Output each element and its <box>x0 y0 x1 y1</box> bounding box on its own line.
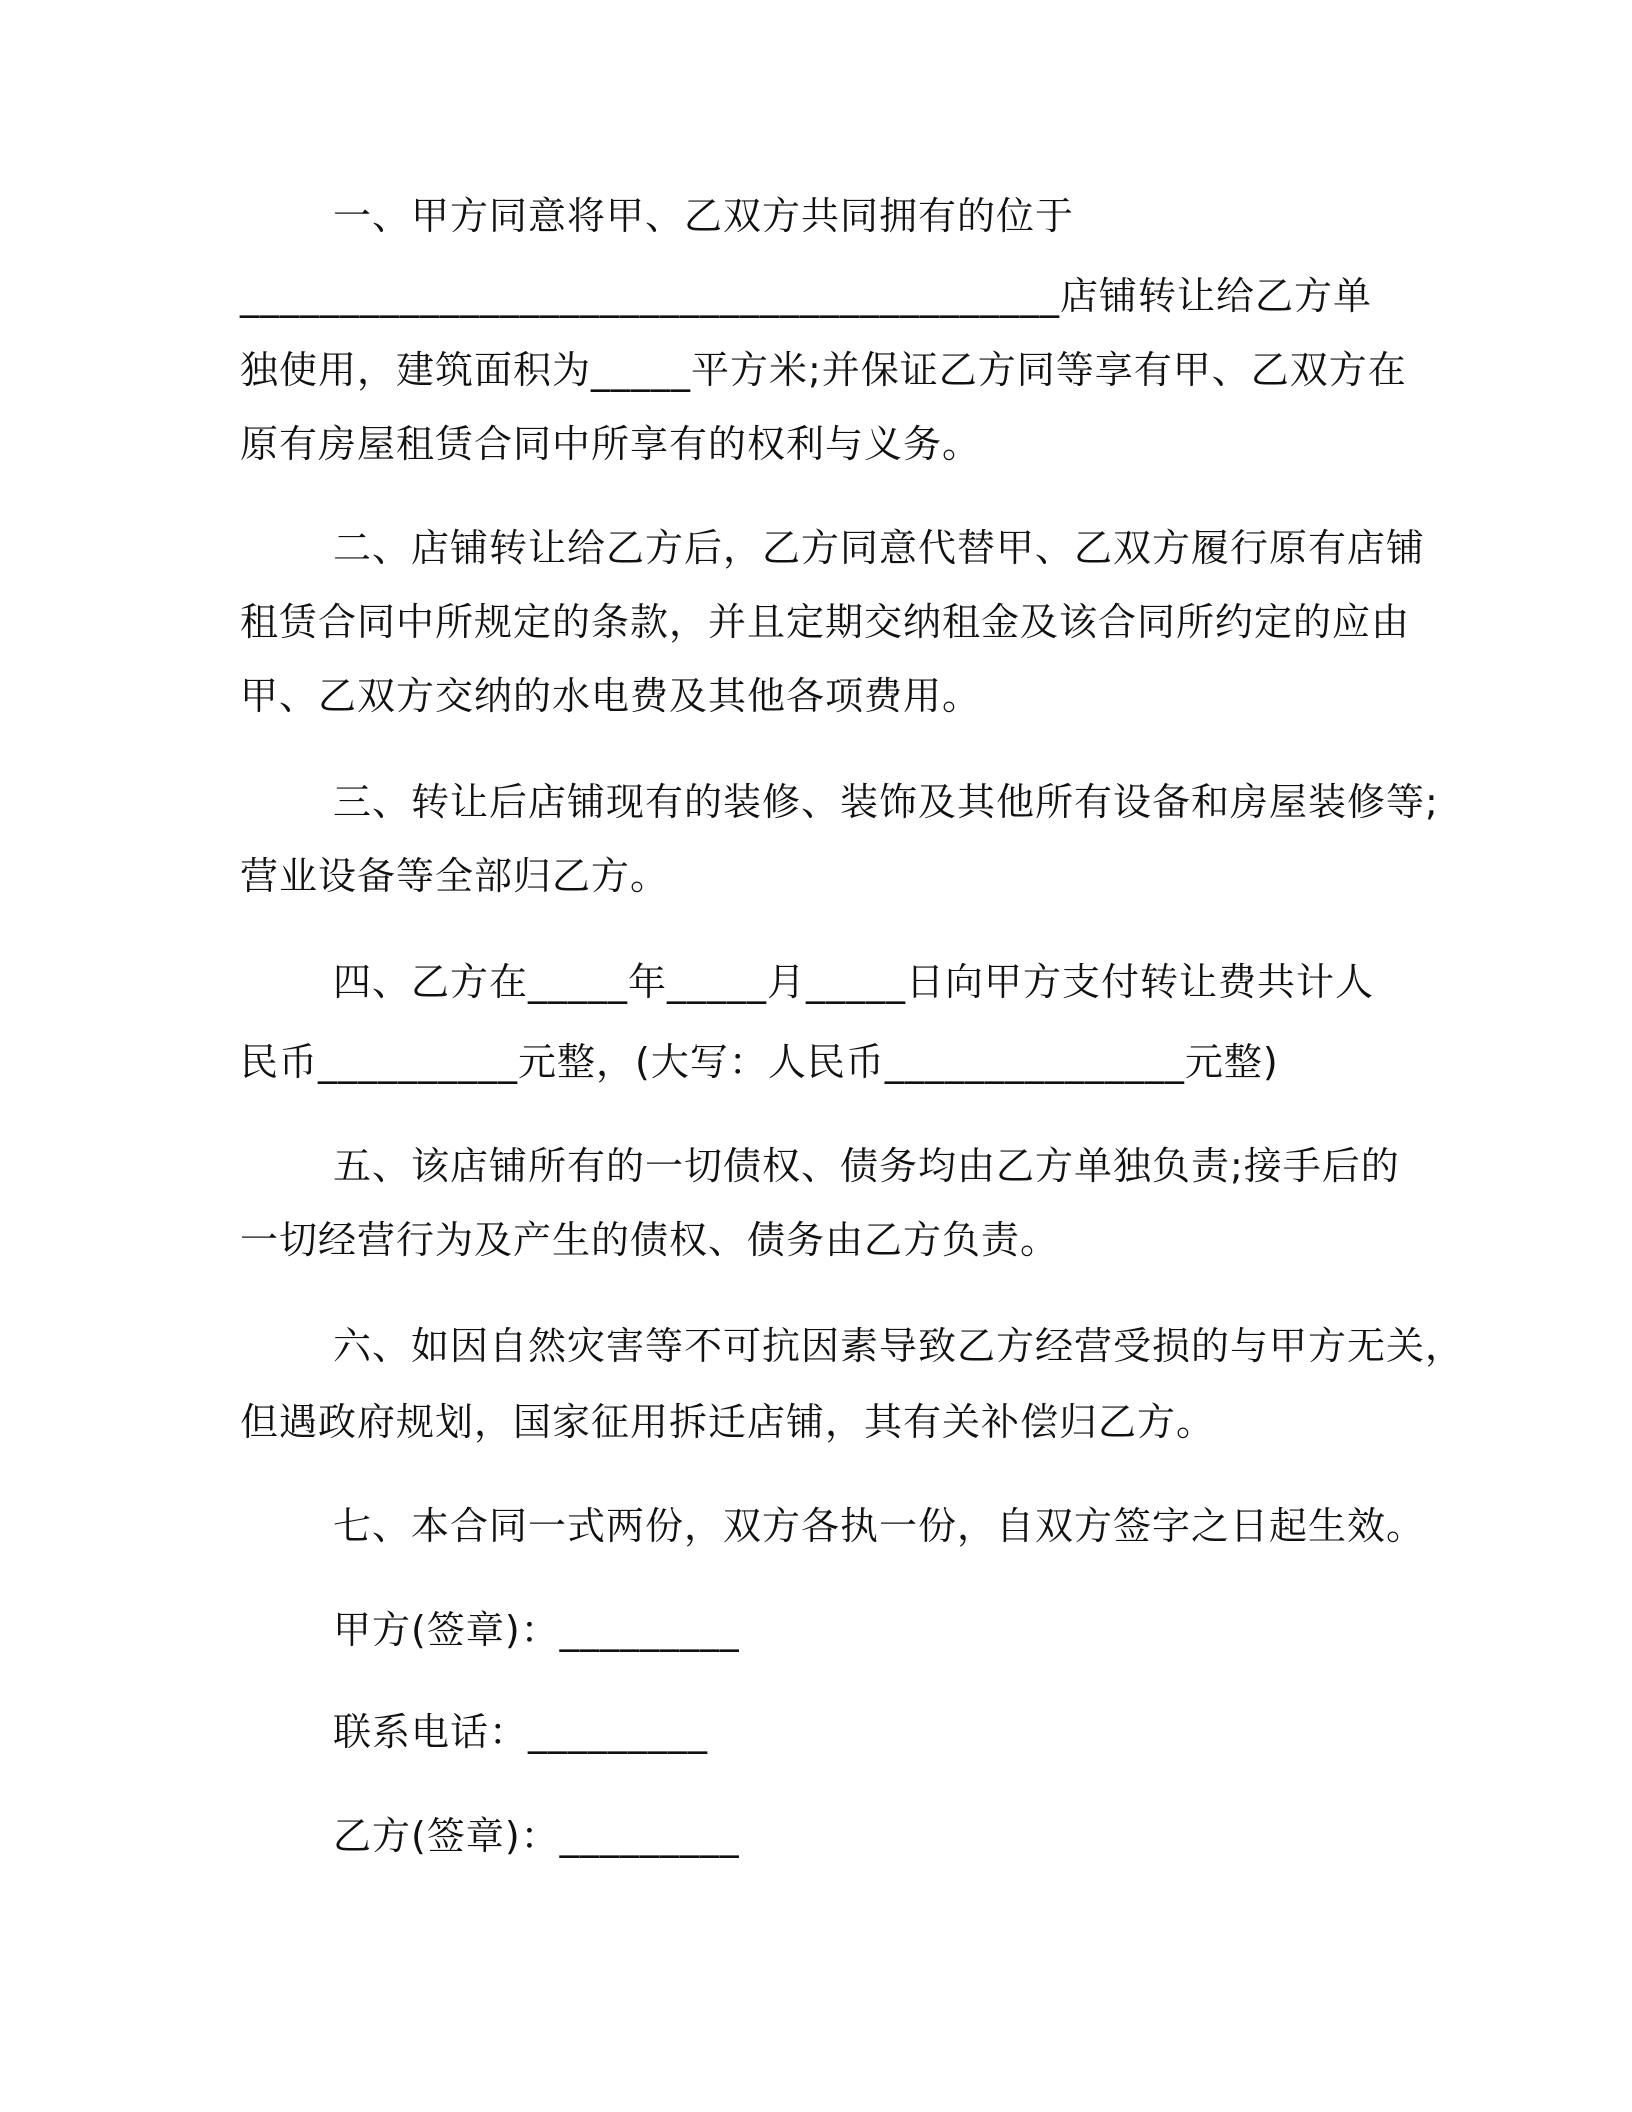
clause-1-line-3: 独使用，建筑面积为_____平方米;并保证乙方同等享有甲、乙双方在 <box>240 348 1407 392</box>
clause-1-line-2: _________________________________________店铺转让给乙方单 <box>240 274 1373 318</box>
clause-4-line-2: 民币__________元整，(大写：人民币_______________元整) <box>240 1040 1279 1084</box>
clause-2-line-2: 租赁合同中所规定的条款，并且定期交纳租金及该合同所约定的应由 <box>240 600 1411 644</box>
clause-3-line-2: 营业设备等全部归乙方。 <box>240 854 670 898</box>
phone-number-field: 联系电话：_________ <box>333 1710 709 1754</box>
clause-3-line-1: 三、转让后店铺现有的装修、装饰及其他所有设备和房屋装修等; <box>333 780 1439 824</box>
clause-2-line-3: 甲、乙双方交纳的水电费及其他各项费用。 <box>240 674 982 718</box>
party-b-signature: 乙方(签章)：_________ <box>333 1814 740 1858</box>
clause-5-line-2: 一切经营行为及产生的债权、债务由乙方负责。 <box>240 1218 1060 1262</box>
clause-1-line-4: 原有房屋租赁合同中所享有的权利与义务。 <box>240 422 982 466</box>
clause-6-line-1: 六、如因自然灾害等不可抗因素导致乙方经营受损的与甲方无关， <box>333 1324 1465 1368</box>
clause-6-line-2: 但遇政府规划，国家征用拆迁店铺，其有关补偿归乙方。 <box>240 1400 1216 1444</box>
clause-1-line-1: 一、甲方同意将甲、乙双方共同拥有的位于 <box>333 194 1075 238</box>
party-a-signature: 甲方(签章)：_________ <box>333 1608 740 1652</box>
clause-2-line-1: 二、店铺转让给乙方后，乙方同意代替甲、乙双方履行原有店铺 <box>333 526 1426 570</box>
clause-5-line-1: 五、该店铺所有的一切债权、债务均由乙方单独负责;接手后的 <box>333 1144 1400 1188</box>
clause-7-line-1: 七、本合同一式两份，双方各执一份，自双方签字之日起生效。 <box>333 1504 1426 1548</box>
clause-4-line-1: 四、乙方在_____年_____月_____日向甲方支付转让费共计人 <box>333 960 1375 1004</box>
